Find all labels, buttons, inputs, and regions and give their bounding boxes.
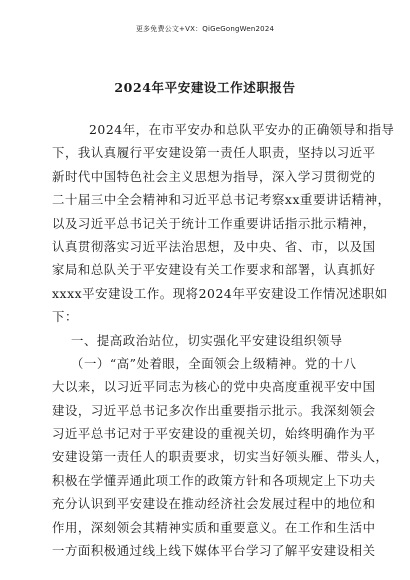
header-promo-note: 更多免费公文+VX：QiGeGongWen2024 xyxy=(135,25,275,33)
paragraph-line: 一方面积极通过线上线下媒体平台学习了解平安建设相关 xyxy=(52,543,376,559)
document-body xyxy=(52,118,395,562)
page-title: 2024年平安建设工作述职报告 xyxy=(114,80,296,95)
subsection-heading: （一）“高”处着眼，全面领会上级精神。党的十八 xyxy=(71,355,357,371)
paragraph-line: 积极在学懂弄通此项工作的政策方针和各项规定上下功夫 xyxy=(52,472,376,488)
paragraph-line: 习近平总书记对于平安建设的重视关切，始终明确作为平 xyxy=(52,426,376,442)
paragraph-line: 二十届三中全会精神和习近平总书记考察xx重要讲话精神， xyxy=(52,192,391,208)
paragraph-line: 作用，深刻领会其精神实质和重要意义。在工作和生活中 xyxy=(52,519,376,535)
paragraph-line: 下，我认真履行平安建设第一责任人职责，坚持以习近平 xyxy=(52,145,376,161)
section-heading: 一、提高政治站位，切实强化平安建设组织领导 xyxy=(71,332,343,348)
paragraph-line: 认真贯彻落实习近平法治思想，及中央、省、市，以及国 xyxy=(52,238,376,254)
paragraph-line: 建设，习近平总书记多次作出重要指示批示。我深刻领会 xyxy=(52,402,376,418)
paragraph-line: 新时代中国特色社会主义思想为指导，深入学习贯彻党的 xyxy=(52,168,376,184)
paragraph-line: 安建设第一责任人的职责要求，切实当好领头雁、带头人， xyxy=(52,449,389,465)
paragraph-line: 以及习近平总书记关于统计工作重要讲话指示批示精神， xyxy=(52,215,376,231)
paragraph-line: 2024年，在市平安办和总队平安办的正确领导和指导 xyxy=(89,122,395,137)
paragraph-line: 大以来，以习近平同志为核心的党中央高度重视平安中国 xyxy=(52,379,376,395)
paragraph-line: 充分认识到平安建设在推动经济社会发展过程中的地位和 xyxy=(52,496,376,512)
paragraph-line: 家局和总队关于平安建设有关工作要求和部署，认真抓好 xyxy=(52,262,376,278)
paragraph-line: xxxx平安建设工作。现将2024年平安建设工作情况述职如 xyxy=(52,285,388,301)
paragraph-line: 下： xyxy=(52,309,78,325)
